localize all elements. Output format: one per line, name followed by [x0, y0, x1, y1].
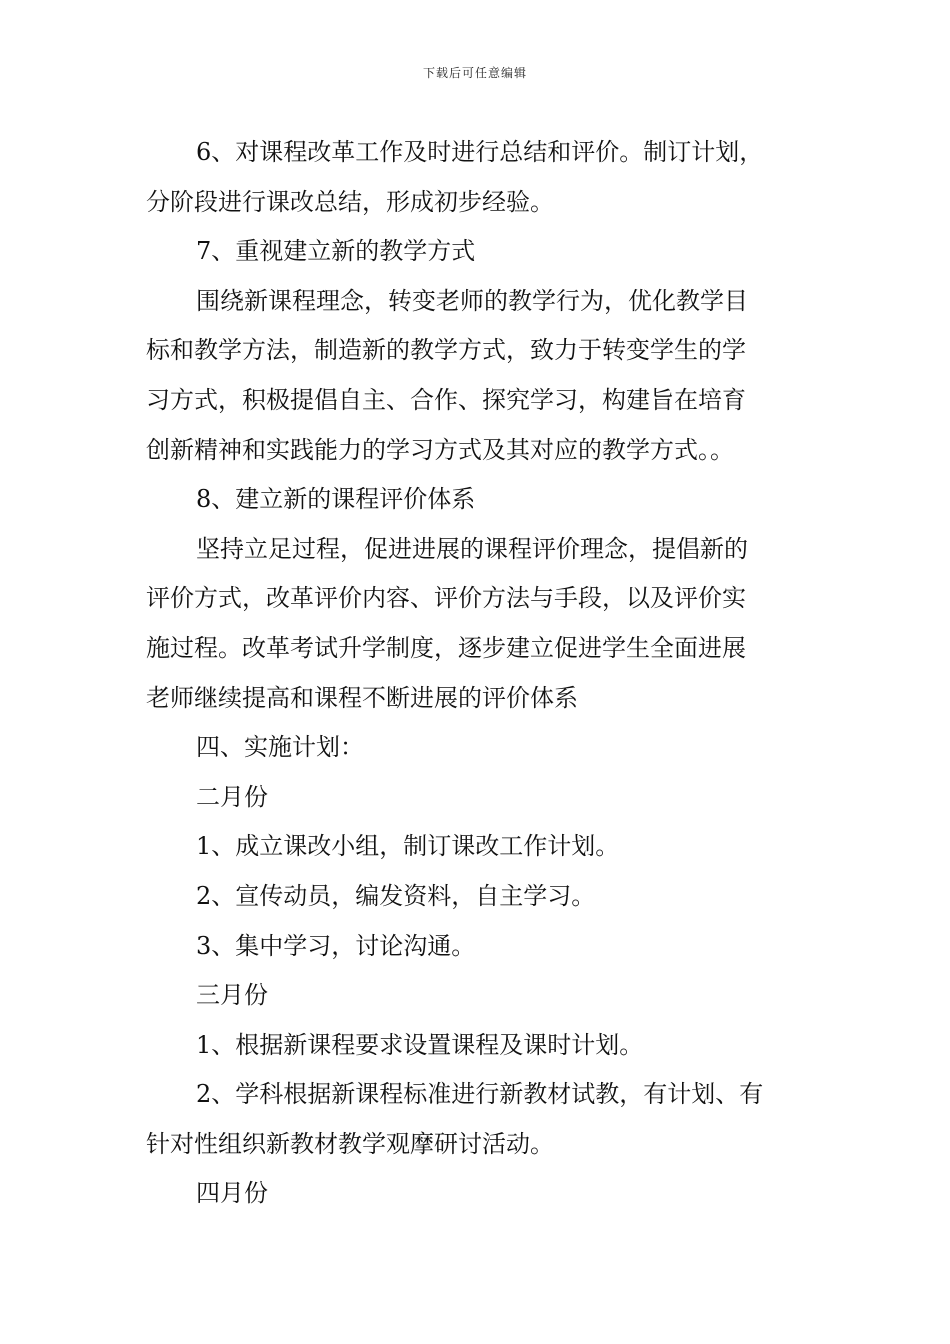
- text-line: 1、根据新课程要求设置课程及课时计划。: [196, 1030, 644, 1059]
- text-line: 二月份: [196, 782, 268, 811]
- text-line: 施过程。改革考试升学制度，逐步建立促进学生全面进展: [146, 633, 746, 662]
- page-header: 下载后可任意编辑: [422, 66, 527, 80]
- text-line: 围绕新课程理念，转变老师的教学行为，优化教学目: [196, 286, 748, 315]
- text-line: 四、实施计划：: [196, 733, 364, 762]
- text-line: 2、学科根据新课程标准进行新教材试教，有计划、有: [196, 1080, 764, 1109]
- text-line: 四月份: [196, 1179, 268, 1208]
- text-line: 创新精神和实践能力的学习方式及其对应的教学方式。。: [146, 435, 734, 464]
- text-line: 标和教学方法，制造新的教学方式，致力于转变学生的学: [146, 336, 746, 365]
- text-line: 8、建立新的课程评价体系: [196, 485, 476, 514]
- text-line: 坚持立足过程，促进进展的课程评价理念，提倡新的: [196, 534, 748, 563]
- text-line: 评价方式，改革评价内容、评价方法与手段，以及评价实: [146, 584, 746, 613]
- text-line: 老师继续提高和课程不断进展的评价体系: [146, 683, 578, 712]
- text-line: 3、集中学习，讨论沟通。: [196, 931, 476, 960]
- text-line: 针对性组织新教材教学观摩研讨活动。: [146, 1129, 554, 1158]
- text-line: 三月份: [196, 981, 268, 1010]
- document-body: [146, 128, 810, 1219]
- text-line: 7、重视建立新的教学方式: [196, 237, 476, 266]
- text-line: 2、宣传动员，编发资料，自主学习。: [196, 881, 596, 910]
- text-line: 1、成立课改小组，制订课改工作计划。: [196, 832, 620, 861]
- text-line: 习方式，积极提倡自主、合作、探究学习，构建旨在培育: [146, 385, 746, 414]
- text-line: 6、对课程改革工作及时进行总结和评价。制订计划，: [196, 138, 764, 166]
- text-line: 分阶段进行课改总结，形成初步经验。: [146, 187, 554, 216]
